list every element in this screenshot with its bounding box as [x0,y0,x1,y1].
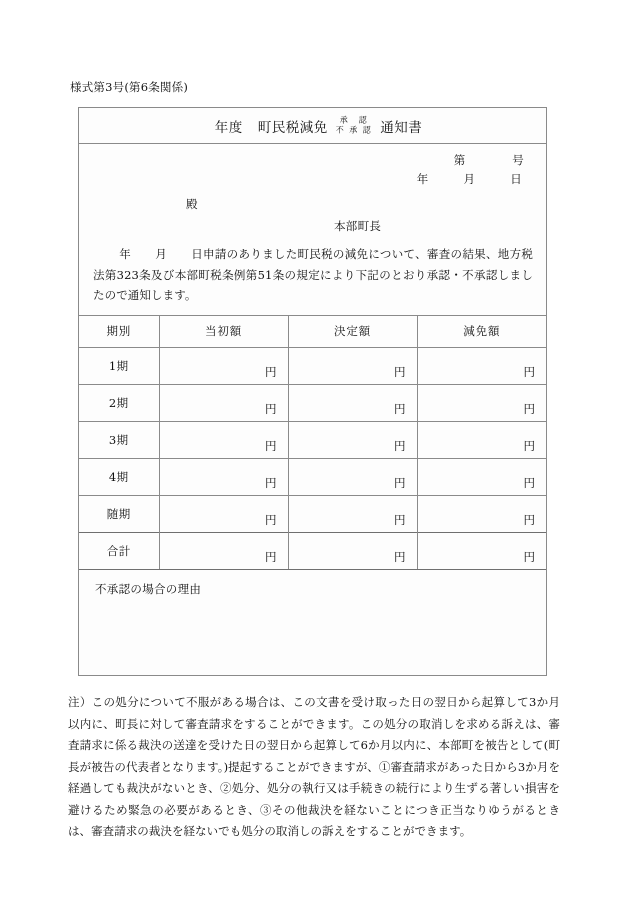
notice-form-frame [78,107,547,676]
table-total-row [79,532,546,569]
table-row [79,421,546,458]
application-month-label: 月 [155,247,168,261]
cell-reduced-amount[interactable]: 円 [417,347,546,384]
disapproval-reason-box[interactable] [79,569,546,675]
column-header-reduced: 減免額 [417,315,546,347]
table-row [79,458,546,495]
body-text: 日申請のありました町民税の減免について、審査の結果、地方税法第323条及び本部町税条例第51条の規定により下記のとおり承認・不承認しましたので通知します。 [93,247,533,302]
cell-initial-amount[interactable]: 円 [159,421,288,458]
cell-reduced-amount[interactable]: 円 [417,495,546,532]
column-header-decided: 決定額 [288,315,417,347]
appeal-footnote: 注）この処分について不服がある場合は、この文書を受け取った日の翌日から起算して3か月以内に、町長に対して審査請求をすることができます。この処分の取消しを求める訴えは、審査請求に係る裁決の送達を受けた日の翌日から起算して6か月以内に、本部町を被告として(町長が被告の代表者となります。)提起することができますが、①審査請求があった日から3か月を経過しても裁決がないとき、②処分、処分の執行又は手続きの続行により生ずる著しい損害を避けるため緊急の必要があるとき、③その他裁決を経ないことにつき正当なりゆうがるときは、審査請求の裁決を経ないでも処分の取消しの訴えをすることができます。 [68,695,560,838]
table-row [79,384,546,421]
cell-reduced-amount[interactable]: 円 [417,421,546,458]
cell-initial-amount[interactable]: 円 [159,347,288,384]
title-subject: 町民税減免 [257,119,328,136]
document-date-field: 年 月 日 [416,172,522,186]
disapproval-reason-label: 不承認の場合の理由 [95,582,202,596]
document-number-field: 第 号 [453,153,524,167]
form-title [215,116,423,136]
column-header-term: 期別 [79,315,159,347]
row-term-label: 随期 [79,495,159,532]
application-year-label: 年 [119,247,132,261]
cell-initial-amount[interactable]: 円 [159,458,288,495]
title-year-label: 年度 [214,119,243,136]
body-paragraph [79,244,546,306]
addressee-honorific: 殿 [186,197,198,211]
cell-reduced-amount[interactable]: 円 [417,532,546,569]
table-row [79,495,546,532]
cell-initial-amount[interactable]: 円 [159,532,288,569]
row-term-label: 2期 [79,384,159,421]
title-disapprove-label: 不 承 認 [335,125,373,134]
cell-reduced-amount[interactable]: 円 [417,458,546,495]
cell-initial-amount[interactable]: 円 [159,495,288,532]
issuer-name: 本部町長 [334,219,382,233]
table-row [79,347,546,384]
form-title-band [79,108,546,144]
cell-decided-amount[interactable]: 円 [288,532,417,569]
cell-decided-amount[interactable]: 円 [288,384,417,421]
header-block [79,144,546,244]
row-term-label: 合計 [79,532,159,569]
table-header-row [79,315,546,347]
cell-decided-amount[interactable]: 円 [288,495,417,532]
amounts-table [79,315,546,570]
title-approve-label: 承 認 [339,115,369,125]
cell-decided-amount[interactable]: 円 [288,421,417,458]
row-term-label: 1期 [79,347,159,384]
column-header-initial: 当初額 [159,315,288,347]
cell-decided-amount[interactable]: 円 [288,347,417,384]
row-term-label: 4期 [79,458,159,495]
title-notice-label: 通知書 [380,119,423,136]
form-number: 様式第3号(第6条関係) [70,80,189,94]
cell-decided-amount[interactable]: 円 [288,458,417,495]
cell-initial-amount[interactable]: 円 [159,384,288,421]
cell-reduced-amount[interactable]: 円 [417,384,546,421]
row-term-label: 3期 [79,421,159,458]
title-approval-stack [335,116,374,135]
